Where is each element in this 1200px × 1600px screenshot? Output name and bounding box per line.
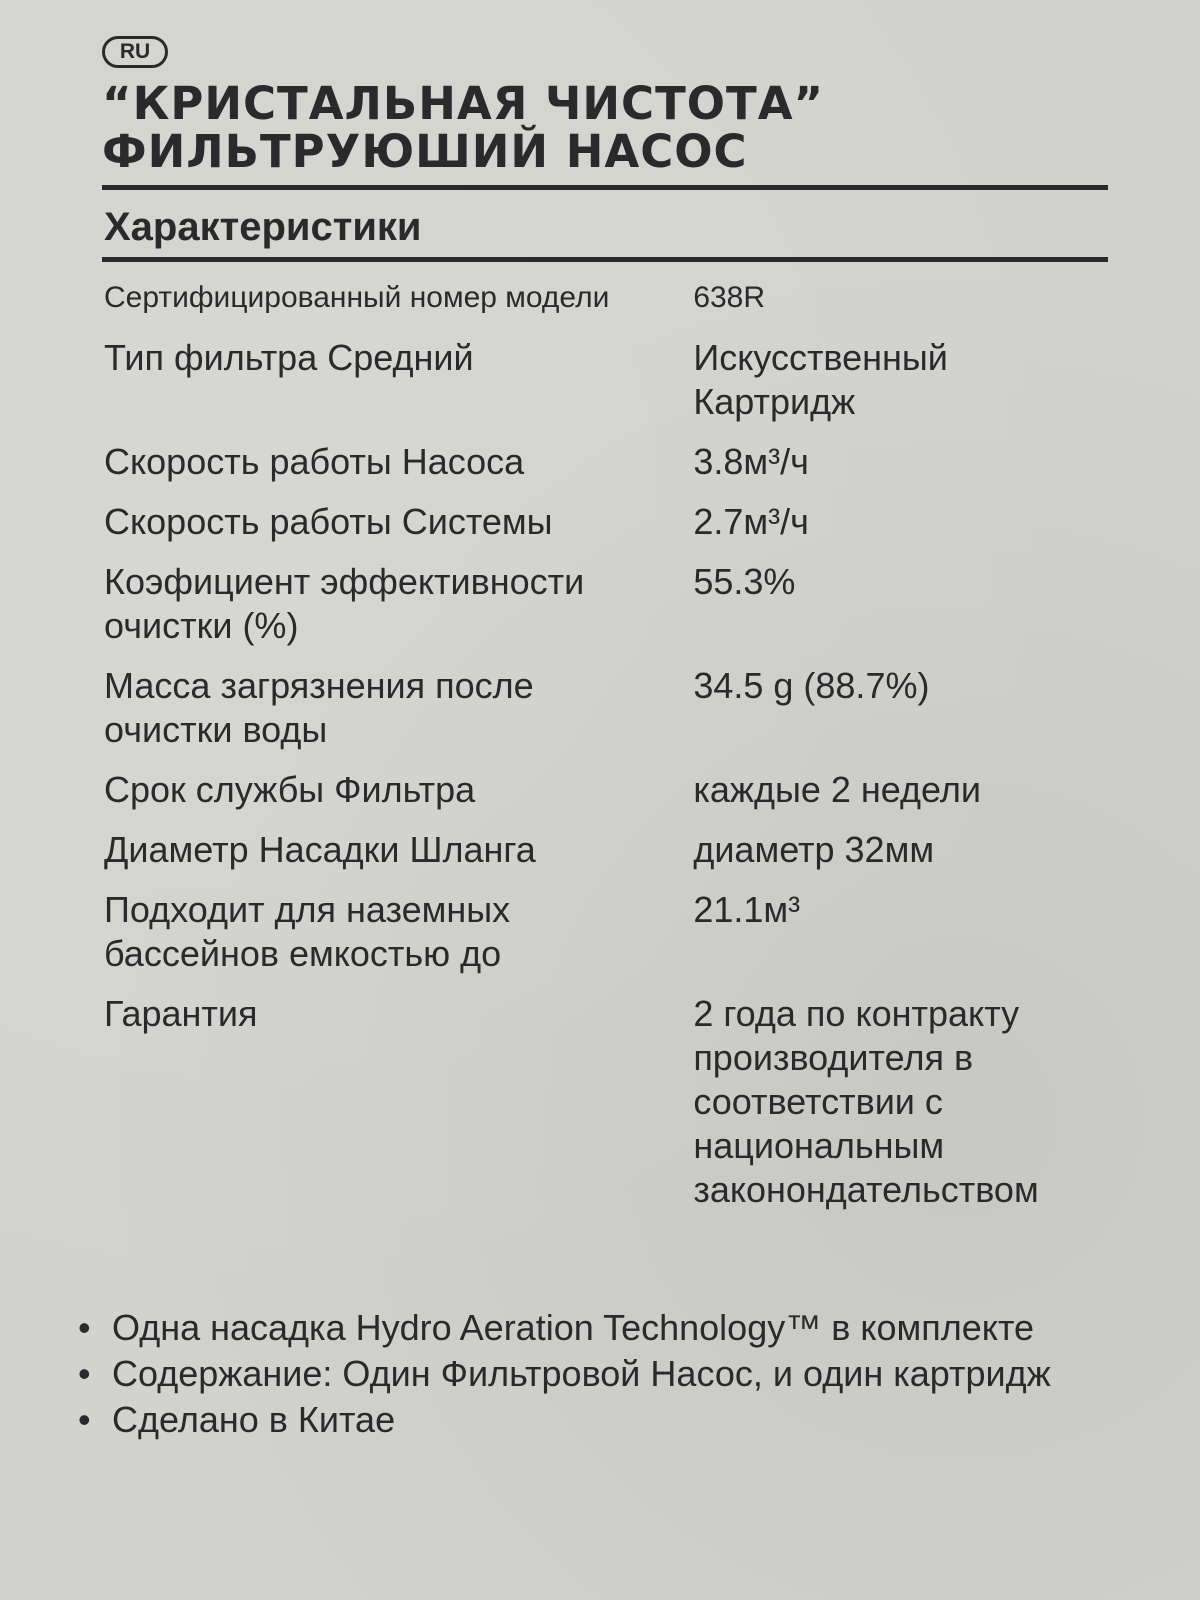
spec-label: Скорость работы Насоса (104, 441, 525, 482)
spec-value: диаметр 32мм (693, 829, 935, 870)
note-text: Одна насадка Hydro Aeration Technology™ в комплекте (112, 1307, 1035, 1348)
list-item (72, 1352, 1132, 1396)
spec-row (104, 276, 1104, 320)
spec-value: 55.3% (693, 561, 796, 602)
spec-value: 3.8м³/ч (693, 441, 809, 482)
bullet-icon: • (78, 1399, 91, 1440)
spec-row (104, 976, 1104, 1212)
section-title: Характеристики (104, 205, 422, 249)
list-item (72, 1398, 1132, 1442)
spec-label: Сертифицированный номер модели (104, 281, 610, 314)
spec-label: Скорость работы Системы (104, 501, 553, 542)
spec-table (104, 276, 1104, 1212)
product-title (102, 77, 1102, 178)
spec-value: 34.5 g (88.7%) (693, 665, 930, 706)
divider-top (102, 185, 1108, 190)
spec-value: Искусственный Картридж (693, 337, 948, 422)
spec-value: каждые 2 недели (693, 769, 981, 810)
bullet-icon: • (78, 1353, 91, 1394)
spec-row (104, 424, 1104, 484)
spec-label: Срок службы Фильтра (104, 769, 476, 810)
spec-row (104, 872, 1104, 976)
spec-row (104, 484, 1104, 544)
spec-row (104, 812, 1104, 872)
spec-row (104, 752, 1104, 812)
spec-label: Подходит для наземных бассейнов емкостью до (104, 889, 511, 974)
list-item (72, 1306, 1132, 1350)
product-title-line1: “КРИСТАЛЬНАЯ ЧИСТОТА” (102, 77, 825, 130)
product-title-line2: ФИЛЬТРУЮШИЙ НАСОС (102, 125, 748, 178)
language-badge: RU (102, 36, 168, 68)
spec-row (104, 544, 1104, 648)
spec-value: 2.7м³/ч (693, 501, 809, 542)
spec-label: Тип фильтра Средний (104, 337, 474, 378)
divider-bottom (102, 257, 1108, 262)
spec-value: 21.1м³ (693, 889, 801, 930)
notes-list (72, 1306, 1132, 1444)
bullet-icon: • (78, 1307, 91, 1348)
spec-label: Коэфициент эффективности очистки (%) (104, 561, 585, 646)
spec-value: 638R (693, 281, 766, 314)
note-text: Содержание: Один Фильтровой Насос, и один картридж (112, 1353, 1051, 1394)
spec-row (104, 320, 1104, 424)
spec-label: Диаметр Насадки Шланга (104, 829, 536, 870)
spec-label: Гарантия (104, 993, 258, 1034)
spec-row (104, 648, 1104, 752)
spec-value: 2 года по контракту производителя в соответствии с национальным законондательством (693, 993, 1039, 1210)
note-text: Сделано в Китае (112, 1399, 396, 1440)
spec-label: Масса загрязнения после очистки воды (104, 665, 534, 750)
